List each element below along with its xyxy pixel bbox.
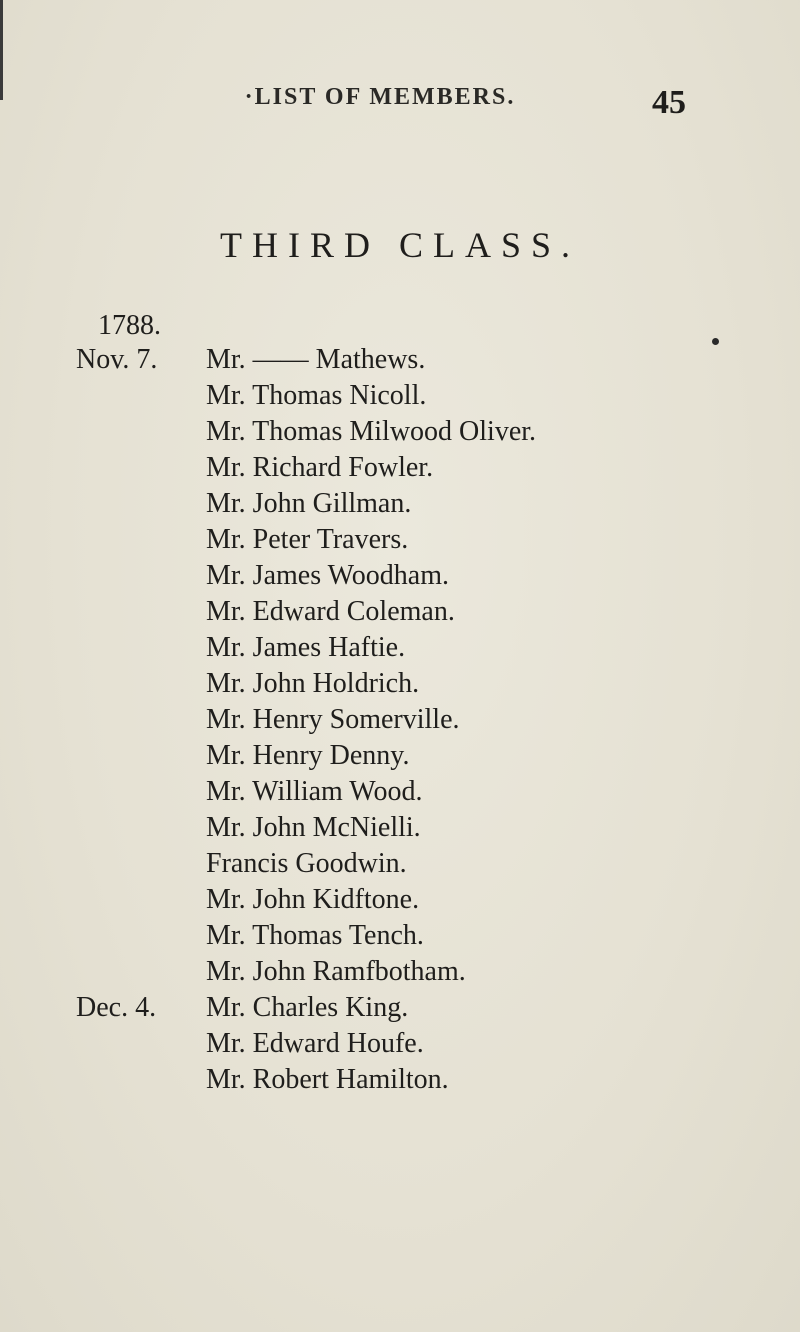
member-name: Mr. Robert Hamilton. bbox=[206, 1064, 449, 1095]
member-entry bbox=[0, 774, 800, 810]
section-title: THIRD CLASS. bbox=[219, 225, 581, 265]
member-entry bbox=[0, 990, 800, 1026]
member-name: Mr. John Ramfbotham. bbox=[206, 956, 466, 987]
member-entry bbox=[0, 594, 800, 630]
member-name: Mr. —— Mathews. bbox=[206, 344, 426, 375]
member-entry bbox=[0, 702, 800, 738]
member-name: Mr. John Kidftone. bbox=[206, 884, 420, 915]
member-name: Mr. Thomas Milwood Oliver. bbox=[206, 416, 537, 447]
year-label: 1788. bbox=[98, 310, 161, 341]
page-number: 45 bbox=[652, 84, 686, 121]
member-name: Mr. John Holdrich. bbox=[206, 668, 420, 699]
member-entry bbox=[0, 882, 800, 918]
member-entry bbox=[0, 414, 800, 450]
member-entry bbox=[0, 486, 800, 522]
entry-date: Dec. 4. bbox=[76, 992, 157, 1023]
member-entry bbox=[0, 522, 800, 558]
member-name: Francis Goodwin. bbox=[206, 848, 407, 879]
member-entry bbox=[0, 738, 800, 774]
member-name: Mr. John Gillman. bbox=[206, 488, 412, 519]
member-name: Mr. James Haftie. bbox=[206, 632, 406, 663]
member-entry bbox=[0, 810, 800, 846]
member-name: Mr. Richard Fowler. bbox=[206, 452, 434, 483]
running-head: ·LIST OF MEMBERS. bbox=[244, 84, 516, 110]
member-name: Mr. Peter Travers. bbox=[206, 524, 409, 555]
member-entry bbox=[0, 1062, 800, 1098]
member-entry bbox=[0, 450, 800, 486]
member-entry bbox=[0, 378, 800, 414]
member-name: Mr. Edward Coleman. bbox=[206, 596, 455, 627]
member-name: Mr. Thomas Tench. bbox=[206, 920, 424, 951]
member-name: Mr. James Woodham. bbox=[206, 560, 449, 591]
member-entry bbox=[0, 954, 800, 990]
member-entry bbox=[0, 918, 800, 954]
member-entry bbox=[0, 846, 800, 882]
member-name: Mr. William Wood. bbox=[206, 776, 423, 807]
member-name: Mr. Thomas Nicoll. bbox=[206, 380, 427, 411]
member-name: Mr. John McNielli. bbox=[206, 812, 421, 843]
page-edge-shadow bbox=[0, 0, 3, 100]
member-name: Mr. Edward Houfe. bbox=[206, 1028, 424, 1059]
member-name: Mr. Henry Somerville. bbox=[206, 704, 460, 735]
member-entry bbox=[0, 1026, 800, 1062]
member-entry bbox=[0, 342, 800, 378]
member-entry bbox=[0, 558, 800, 594]
member-entry bbox=[0, 666, 800, 702]
member-entry bbox=[0, 630, 800, 666]
entry-date: Nov. 7. bbox=[76, 344, 158, 375]
member-name: Mr. Charles King. bbox=[206, 992, 409, 1023]
member-name: Mr. Henry Denny. bbox=[206, 740, 410, 771]
